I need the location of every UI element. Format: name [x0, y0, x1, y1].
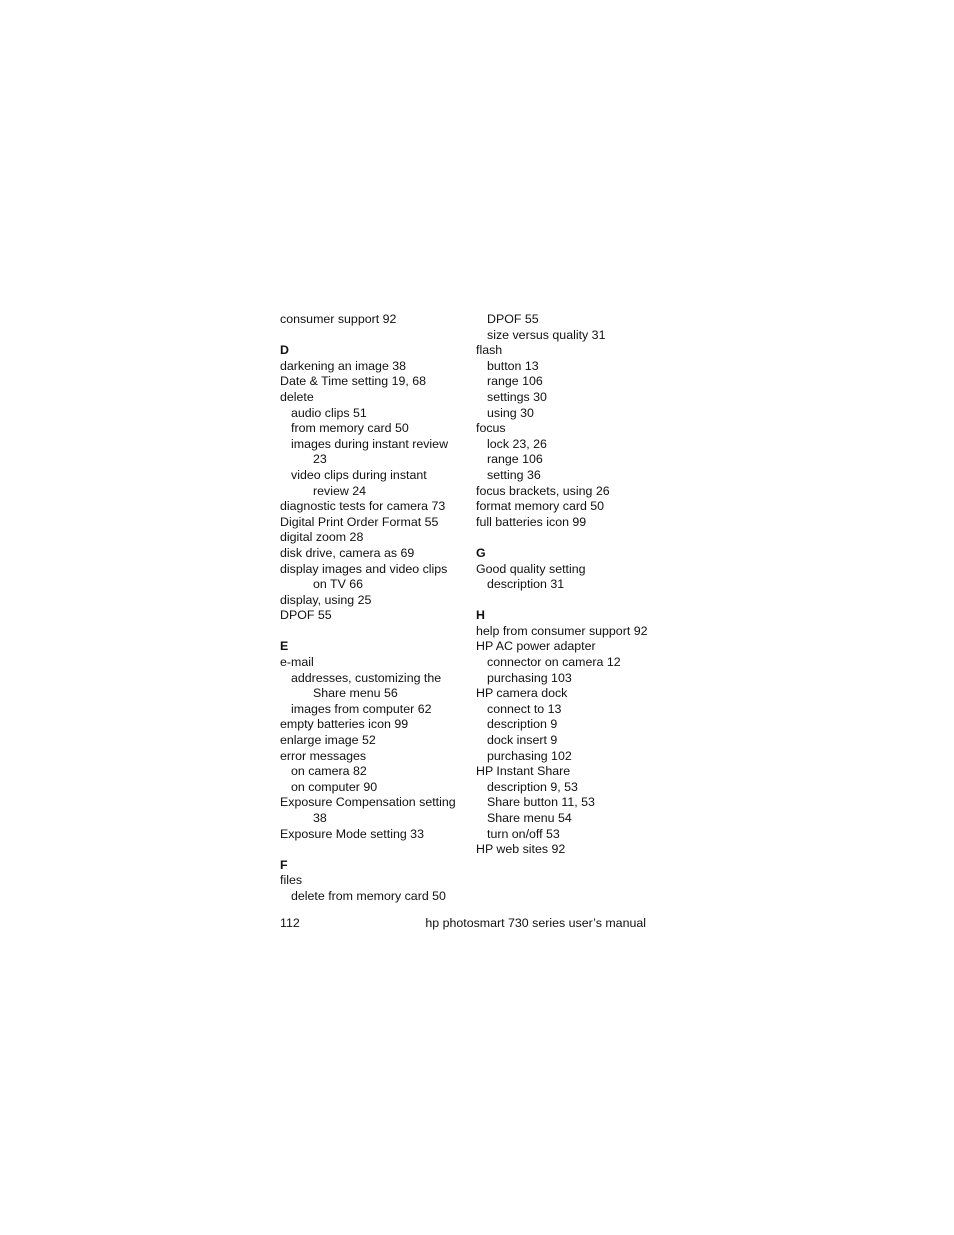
index-entry: focus: [476, 421, 506, 436]
index-subentry: connect to 13: [487, 701, 562, 716]
index-subentry: size versus quality 31: [487, 327, 606, 342]
index-subentry: description 9, 53: [487, 779, 578, 794]
index-subentry: turn on/off 53: [487, 826, 560, 841]
index-entry: e-mail: [280, 655, 314, 670]
index-entry: DPOF 55: [280, 608, 332, 623]
spacer: [476, 530, 651, 546]
index-subentry: delete from memory card 50: [291, 888, 446, 903]
index-entry: digital zoom 28: [280, 530, 364, 545]
index-subentry: on camera 82: [291, 764, 367, 779]
index-subentry: lock 23, 26: [487, 436, 547, 451]
index-continuation: review 24: [313, 483, 367, 498]
index-entry: HP AC power adapter: [476, 639, 596, 654]
index-subentry: video clips during instant: [291, 467, 427, 482]
spacer: [280, 328, 455, 344]
index-column-left: [280, 312, 455, 905]
index-continuation: Share menu 56: [313, 686, 398, 701]
index-subentry: Share button 11, 53: [487, 795, 595, 810]
index-subentry: description 31: [487, 577, 565, 592]
index-entry: Good quality setting: [476, 561, 586, 576]
index-subentry: range 106: [487, 374, 543, 389]
index-entry: Digital Print Order Format 55: [280, 514, 439, 529]
index-continuation: on TV 66: [313, 577, 364, 592]
index-entry: Exposure Compensation setting: [280, 795, 456, 810]
index-entry: display images and video clips: [280, 561, 448, 576]
index-letter-heading: F: [280, 857, 288, 872]
index-entry: consumer support 92: [280, 312, 397, 326]
page-number: 112: [280, 916, 300, 930]
index-subentry: setting 36: [487, 467, 541, 482]
index-entry: diagnostic tests for camera 73: [280, 499, 446, 514]
index-entry: delete: [280, 389, 314, 404]
index-entry: disk drive, camera as 69: [280, 545, 415, 560]
index-entry: full batteries icon 99: [476, 514, 587, 529]
index-entry: format memory card 50: [476, 499, 605, 514]
index-subentry: purchasing 103: [487, 670, 572, 685]
index-subentry: range 106: [487, 452, 543, 467]
index-letter-heading: G: [476, 545, 486, 560]
index-subentry: images from computer 62: [291, 701, 432, 716]
index-letter-heading: E: [280, 639, 289, 654]
index-subentry: on computer 90: [291, 779, 378, 794]
spacer: [280, 842, 455, 858]
index-subentry: description 9: [487, 717, 558, 732]
index-entry: darkening an image 38: [280, 358, 407, 373]
index-letter-heading: D: [280, 343, 289, 358]
index-continuation: 38: [313, 811, 327, 825]
index-subentry: images during instant review: [291, 436, 449, 451]
index-column-right: [476, 312, 651, 858]
index-entry: HP web sites 92: [476, 842, 566, 857]
spacer: [280, 624, 455, 640]
index-entry: HP Instant Share: [476, 764, 571, 779]
index-entry: help from consumer support 92: [476, 623, 648, 638]
index-entry: display, using 25: [280, 592, 372, 607]
index-subentry: audio clips 51: [291, 405, 367, 420]
index-subentry: from memory card 50: [291, 421, 409, 436]
index-subentry: Share menu 54: [487, 811, 572, 825]
index-entry: focus brackets, using 26: [476, 483, 610, 498]
index-entry: error messages: [280, 748, 367, 763]
index-subentry: settings 30: [487, 389, 547, 404]
index-letter-heading: H: [476, 608, 485, 623]
index-subentry: connector on camera 12: [487, 655, 621, 670]
index-subentry: purchasing 102: [487, 748, 572, 763]
manual-title: hp photosmart 730 series user’s manual: [425, 916, 646, 930]
index-subentry: addresses, customizing the: [291, 670, 442, 685]
index-subentry: DPOF 55: [487, 312, 539, 326]
index-subentry: dock insert 9: [487, 733, 558, 748]
index-entry: Date & Time setting 19, 68: [280, 374, 427, 389]
index-subentry: using 30: [487, 405, 534, 420]
index-entry: empty batteries icon 99: [280, 717, 409, 732]
index-continuation: 23: [313, 452, 327, 467]
spacer: [476, 593, 651, 609]
index-entry: files: [280, 873, 303, 888]
index-entry: HP camera dock: [476, 686, 568, 701]
index-subentry: button 13: [487, 358, 539, 373]
index-entry: enlarge image 52: [280, 733, 376, 748]
index-entry: flash: [476, 343, 503, 358]
index-entry: Exposure Mode setting 33: [280, 826, 424, 841]
